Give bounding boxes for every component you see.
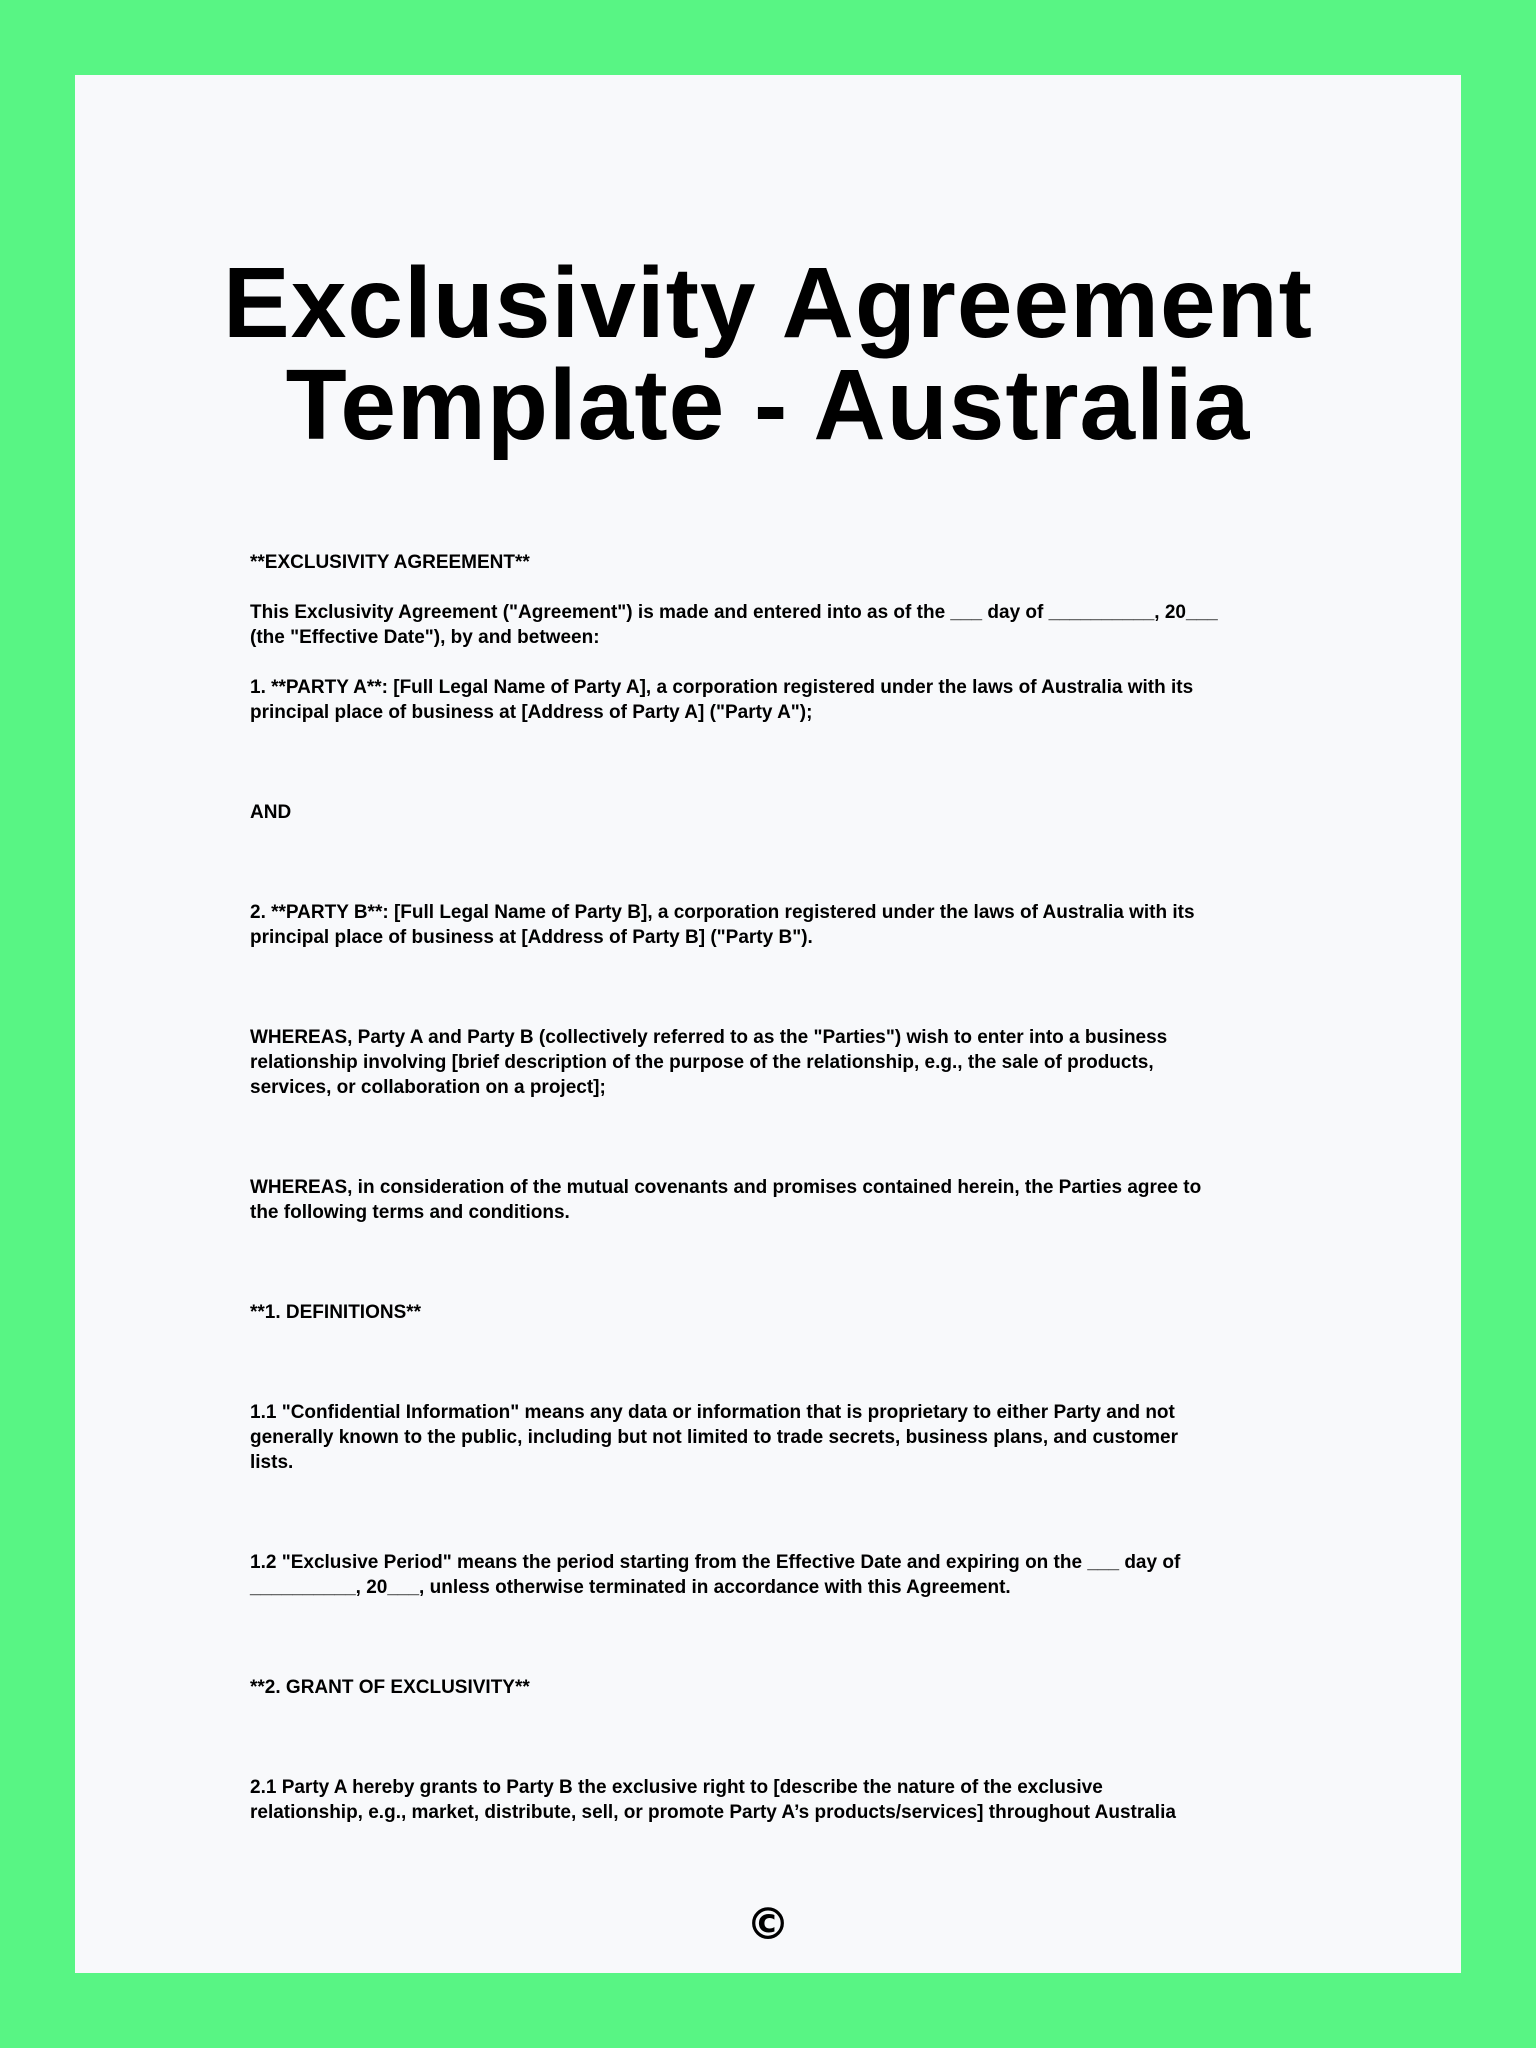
title-line-2: Template - Australia (285, 349, 1251, 461)
intro-paragraph: This Exclusivity Agreement ("Agreement") is made and entered into as of the ___ day of __________, 20___ (the "Effective Date"), by and between: (250, 602, 1218, 648)
copyright-icon: © (746, 1899, 790, 1950)
definitions-heading: **1. DEFINITIONS** (250, 1302, 422, 1323)
party-a-paragraph: 1. **PARTY A**: [Full Legal Name of Party A], a corporation registered under the laws of Australia with its principal place of business at [Address of Party A] ("Party A"); (250, 677, 1194, 723)
definition-1-2: 1.2 "Exclusive Period" means the period starting from the Effective Date and expiring on the ___ day of __________, 20___, unless otherwise terminated in accordance with this Agreement. (250, 1552, 1181, 1598)
grant-2-1: 2.1 Party A hereby grants to Party B the exclusive right to [describe the nature of the exclusive relationship, e.g., market, distribute, sell, or promote Party A’s products/services] throughout Australia (250, 1777, 1176, 1823)
title-line-1: Exclusivity Agreement (223, 247, 1313, 359)
agreement-heading: **EXCLUSIVITY AGREEMENT** (250, 552, 530, 573)
definition-1-1: 1.1 "Confidential Information" means any data or information that is proprietary to either Party and not generally known to the public, including but not limited to trade secrets, business plans, and customer lists. (250, 1402, 1178, 1473)
party-b-paragraph: 2. **PARTY B**: [Full Legal Name of Party B], a corporation registered under the laws of Australia with its principal place of business at [Address of Party B] ("Party B"). (250, 902, 1195, 948)
grant-heading: **2. GRANT OF EXCLUSIVITY** (250, 1677, 530, 1698)
document-title (0, 247, 1536, 461)
and-separator: AND (250, 802, 292, 823)
whereas-paragraph-2: WHEREAS, in consideration of the mutual covenants and promises contained herein, the Parties agree to the following terms and conditions. (250, 1177, 1202, 1223)
whereas-paragraph-1: WHEREAS, Party A and Party B (collectively referred to as the "Parties") wish to enter into a business relationship involving [brief description of the purpose of the relationship, e.g., the sale of products, services, or collaboration on a project]; (250, 1027, 1168, 1098)
